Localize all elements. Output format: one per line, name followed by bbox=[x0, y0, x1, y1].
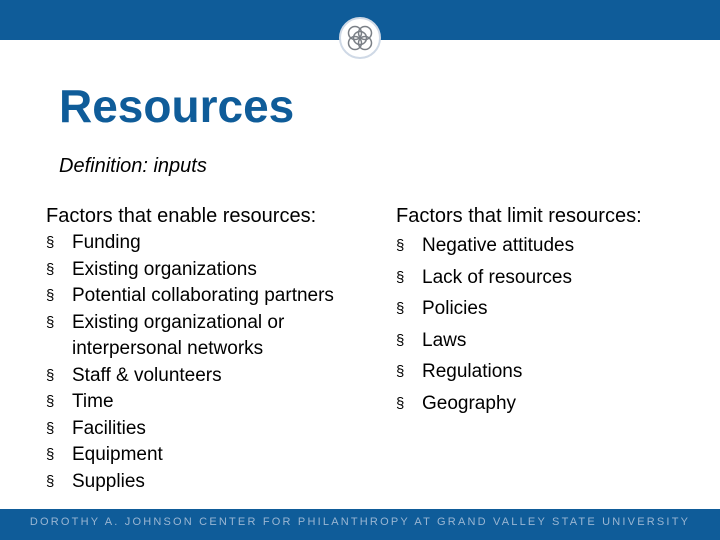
slide-title: Resources bbox=[59, 80, 295, 132]
list-item-text bbox=[422, 388, 516, 420]
list-item-line: Existing organizational or bbox=[72, 311, 285, 333]
list-item bbox=[46, 257, 386, 284]
list-item-line: Time bbox=[72, 391, 114, 412]
bullet-icon: § bbox=[396, 268, 405, 286]
list-item-text bbox=[72, 416, 146, 443]
list-item bbox=[396, 325, 706, 357]
list-item-line: Lack of resources bbox=[422, 266, 572, 288]
list-item bbox=[46, 389, 386, 416]
list-item bbox=[46, 230, 386, 257]
limit-factors-column bbox=[396, 203, 706, 420]
list-item bbox=[396, 388, 706, 420]
footer-text: DOROTHY A. JOHNSON CENTER FOR PHILANTHROPY AT GRAND VALLEY STATE UNIVERSITY bbox=[29, 516, 691, 528]
list-item-line: Regulations bbox=[422, 361, 523, 383]
list-item-text bbox=[72, 442, 163, 469]
list-item-line: Policies bbox=[422, 298, 488, 320]
list-item-line: Negative attitudes bbox=[422, 235, 575, 256]
bullet-icon: § bbox=[396, 363, 405, 381]
bullet-icon: § bbox=[46, 366, 55, 384]
list-item-line: Facilities bbox=[72, 417, 146, 439]
limit-factors-list bbox=[396, 230, 706, 420]
list-item-text bbox=[72, 230, 141, 257]
list-item-line: Laws bbox=[422, 329, 467, 351]
list-item bbox=[46, 283, 386, 310]
enable-factors-heading: Factors that enable resources: bbox=[46, 205, 317, 227]
list-item-text bbox=[72, 310, 284, 363]
bullet-icon: § bbox=[46, 472, 55, 490]
bullet-icon: § bbox=[396, 237, 405, 254]
bullet-icon: § bbox=[396, 331, 405, 349]
list-item bbox=[46, 469, 386, 496]
list-item bbox=[396, 230, 706, 262]
list-item-text bbox=[72, 257, 257, 284]
list-item-line: Staff & volunteers bbox=[72, 364, 222, 386]
bullet-icon: § bbox=[46, 234, 55, 251]
list-item bbox=[46, 416, 386, 443]
list-item-line: interpersonal networks bbox=[72, 338, 264, 359]
slide-subtitle: Definition: inputs bbox=[59, 155, 207, 177]
list-item-text bbox=[422, 325, 466, 357]
list-item-line: Equipment bbox=[72, 444, 163, 465]
enable-factors-column bbox=[46, 203, 386, 495]
list-item-text bbox=[422, 293, 487, 325]
enable-factors-list bbox=[46, 230, 386, 495]
list-item bbox=[46, 442, 386, 469]
list-item-text bbox=[422, 230, 574, 262]
bullet-icon: § bbox=[46, 393, 55, 410]
list-item-line: Existing organizations bbox=[72, 258, 257, 280]
list-item-text bbox=[422, 262, 572, 294]
list-item-line: Potential collaborating partners bbox=[72, 285, 334, 306]
list-item-text bbox=[72, 363, 222, 390]
list-item-line: Geography bbox=[422, 392, 517, 414]
limit-factors-heading: Factors that limit resources: bbox=[396, 205, 642, 227]
list-item-line: Supplies bbox=[72, 470, 145, 492]
list-item-line: Funding bbox=[72, 232, 141, 253]
bullet-icon: § bbox=[46, 446, 55, 463]
list-item bbox=[396, 262, 706, 294]
list-item-text bbox=[422, 356, 522, 388]
interlocking-circles-logo-icon bbox=[339, 17, 381, 59]
bullet-icon: § bbox=[46, 287, 55, 304]
list-item bbox=[46, 310, 386, 363]
bullet-icon: § bbox=[396, 300, 405, 318]
list-item-text bbox=[72, 389, 114, 416]
bullet-icon: § bbox=[396, 394, 405, 412]
list-item bbox=[46, 363, 386, 390]
bullet-icon: § bbox=[46, 313, 55, 331]
footer-band bbox=[0, 509, 720, 540]
list-item bbox=[396, 293, 706, 325]
list-item-text bbox=[72, 469, 145, 496]
list-item-text bbox=[72, 283, 334, 310]
bullet-icon: § bbox=[46, 260, 55, 278]
bullet-icon: § bbox=[46, 419, 55, 437]
list-item bbox=[396, 356, 706, 388]
